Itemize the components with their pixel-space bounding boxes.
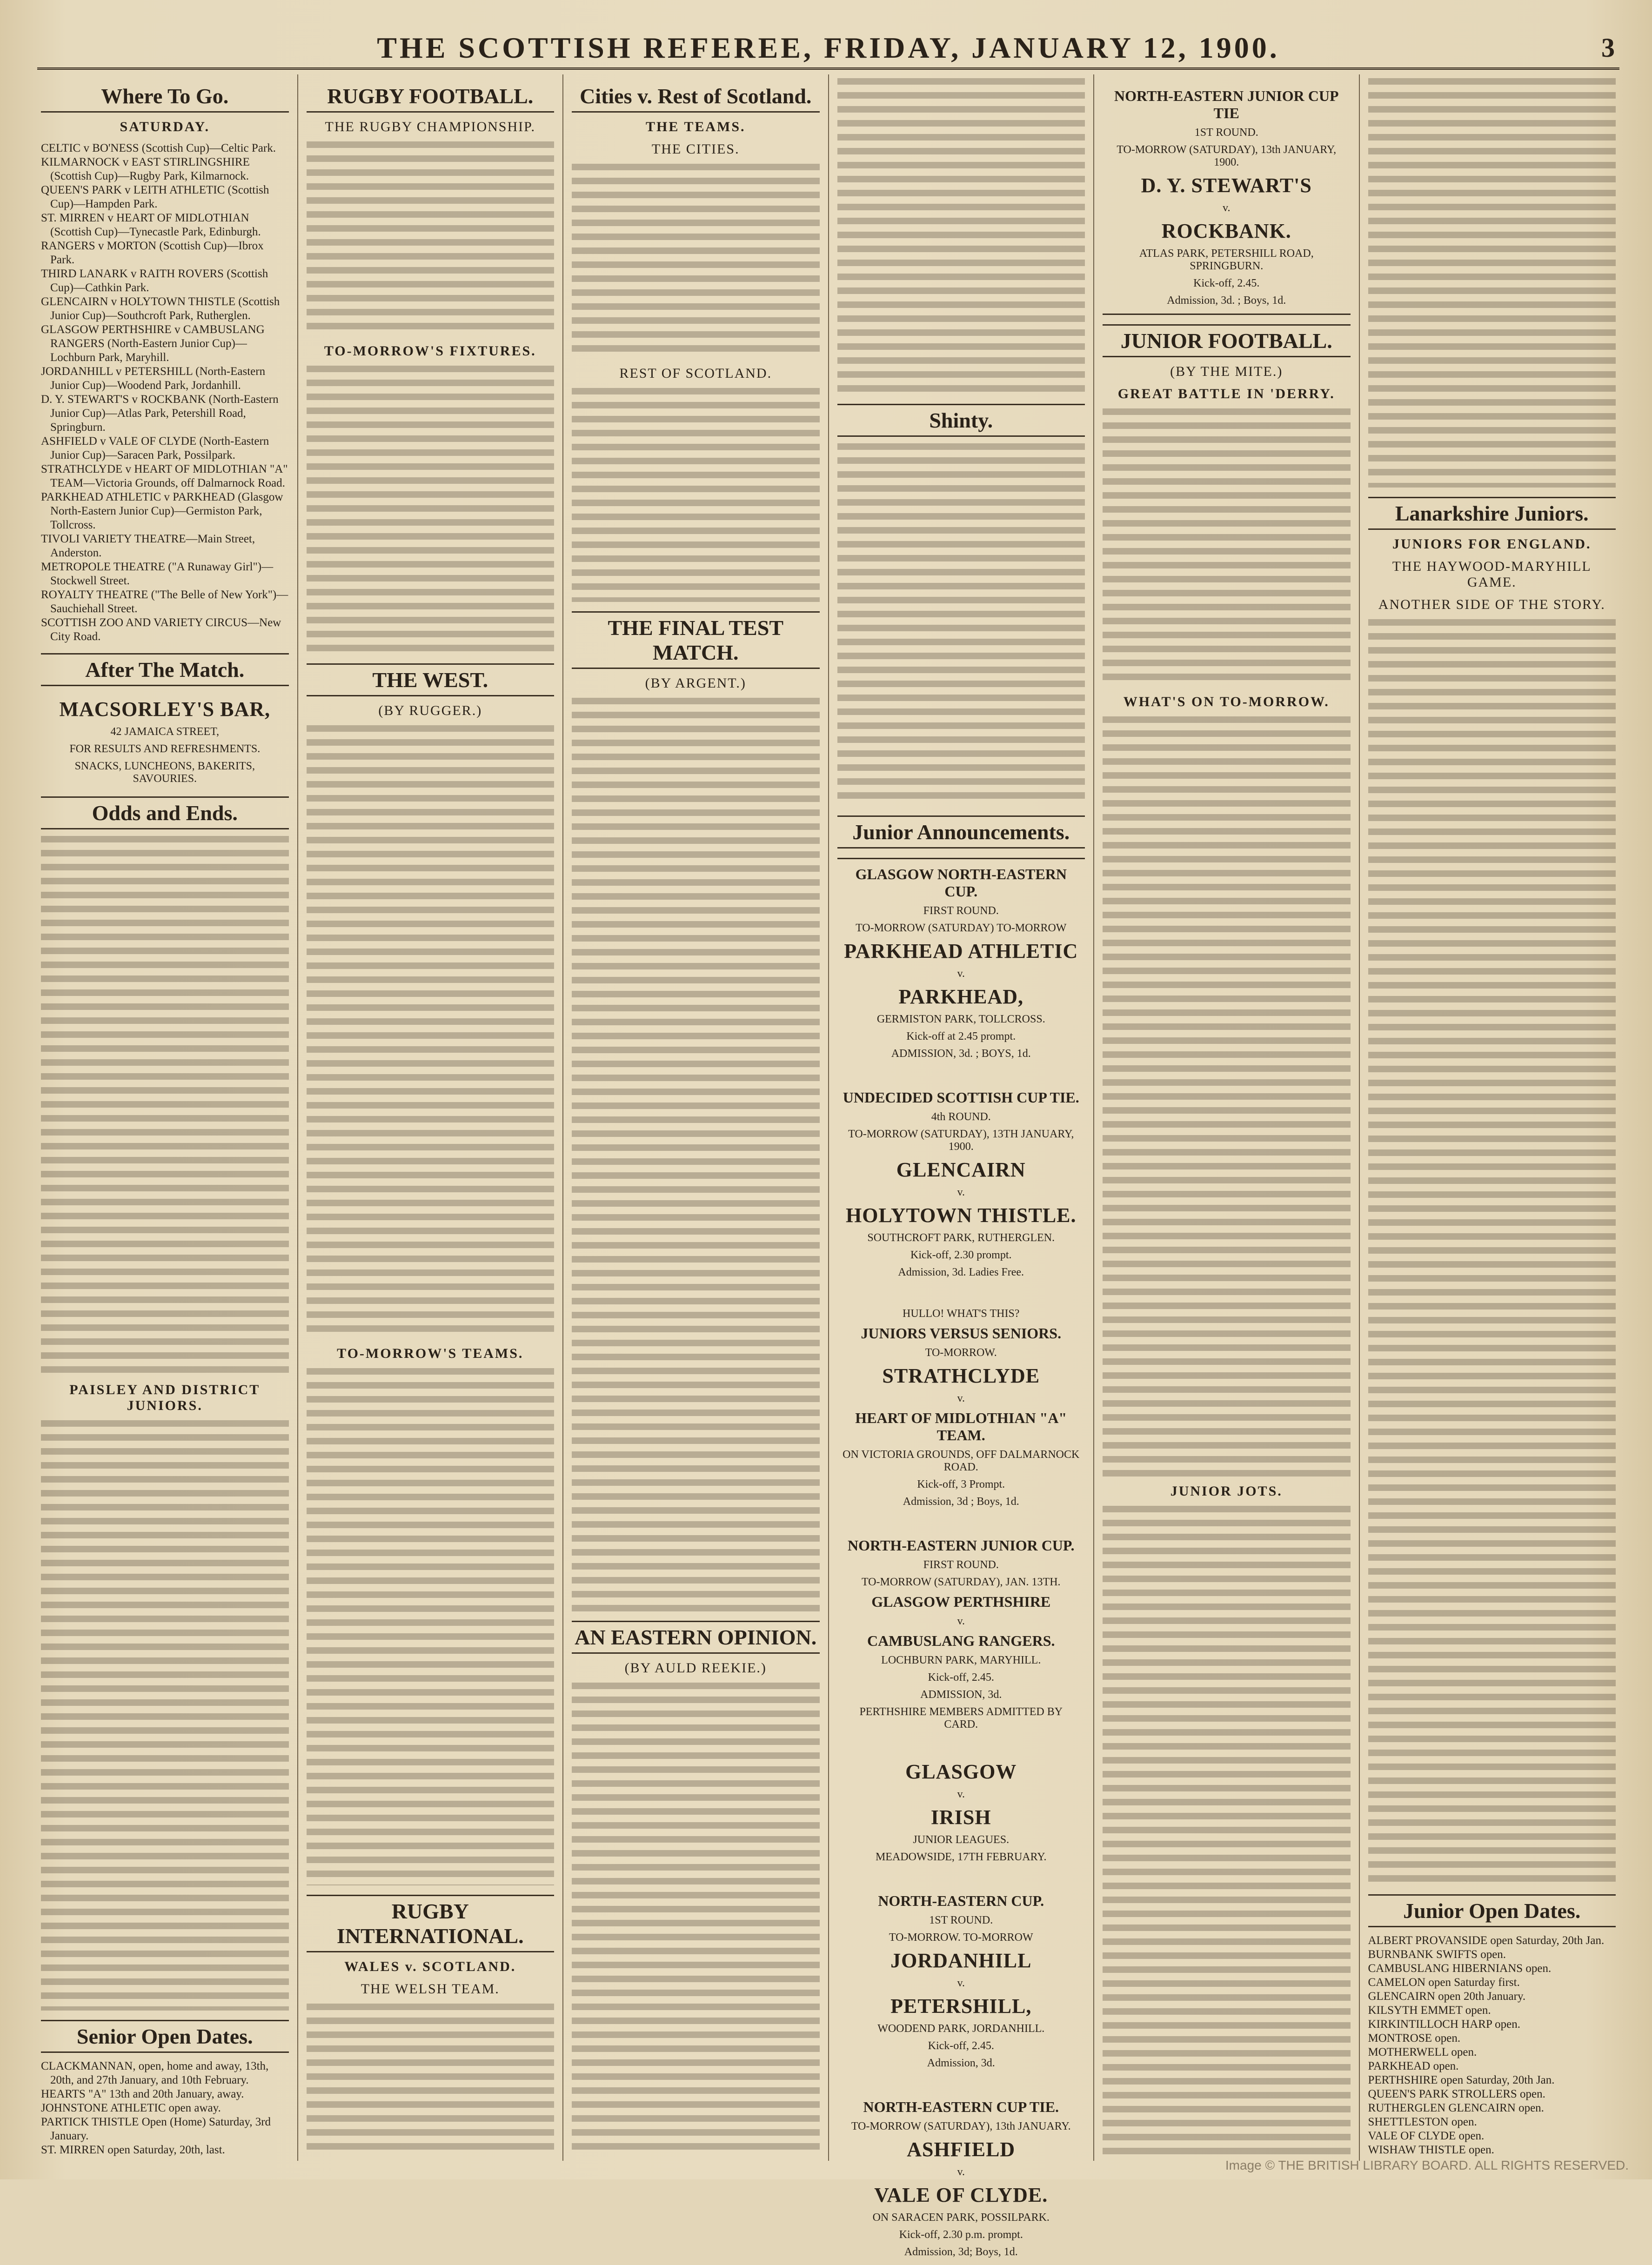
lanarkshire-juniors-heading: Lanarkshire Juniors. xyxy=(1368,497,1616,530)
advert-away-team: HOLYTOWN THISTLE. xyxy=(846,1204,1077,1227)
advert-home-team: ASHFIELD xyxy=(907,2138,1016,2161)
advert-away-team: VALE OF CLYDE. xyxy=(874,2184,1048,2206)
junior-announcements-heading: Junior Announcements. xyxy=(837,815,1085,849)
column-5 xyxy=(1094,74,1360,2161)
final-test-match-heading: THE FINAL TEST MATCH. xyxy=(572,611,820,669)
fixture-item: GLASGOW PERTHSHIRE v CAMBUSLANG RANGERS (North-Eastern Junior Cup)—Lochburn Park, Maryhill. xyxy=(41,323,265,364)
fixtures-subheading: TO-MORROW'S FIXTURES. xyxy=(324,343,536,359)
advert-home-team: GLASGOW PERTHSHIRE xyxy=(871,1593,1051,1610)
article-text xyxy=(307,1368,555,1885)
fixture-item: GLENCAIRN v HOLYTOWN THISTLE (Scottish Junior Cup)—Southcroft Park, Rutherglen. xyxy=(41,295,280,322)
advert-title: GLASGOW NORTH-EASTERN CUP. xyxy=(855,866,1067,900)
fixture-item: CELTIC v BO'NESS (Scottish Cup)—Celtic Park. xyxy=(41,142,276,154)
parkhead-advert xyxy=(837,858,1085,1067)
advert-address: 42 JAMAICA STREET, xyxy=(110,726,220,738)
advert-kickoff: Kick-off, 2.30 p.m. prompt. xyxy=(899,2229,1023,2241)
after-the-match-heading: After The Match. xyxy=(41,653,289,686)
article-text xyxy=(1368,78,1616,488)
advert-kickoff: Kick-off, 2.45. xyxy=(1193,277,1260,289)
advert-versus: v. xyxy=(957,1186,965,1198)
article-text xyxy=(1103,1506,1351,2157)
advert-date: TO-MORROW (SATURDAY), 13th JANUARY. xyxy=(851,2120,1071,2132)
advert-versus: v. xyxy=(957,968,965,980)
advert-versus: v. xyxy=(957,1977,965,1989)
open-dates-list xyxy=(41,2059,289,2157)
team-list xyxy=(572,388,820,602)
advert-line: FOR RESULTS AND REFRESHMENTS. xyxy=(69,743,261,755)
advert-ground: GERMISTON PARK, TOLLCROSS. xyxy=(876,1013,1045,1025)
fixture-item: ASHFIELD v VALE OF CLYDE (North-Eastern Junior Cup)—Saracen Park, Possilpark. xyxy=(41,435,269,461)
great-battle-subheading: GREAT BATTLE IN 'DERRY. xyxy=(1117,386,1335,401)
advert-away-team: PARKHEAD, xyxy=(898,985,1023,1008)
open-date-item: BURNBANK SWIFTS open. xyxy=(1368,1948,1506,1961)
fixture-item: JORDANHILL v PETERSHILL (North-Eastern Junior Cup)—Woodend Park, Jordanhill. xyxy=(41,365,266,392)
open-date-item: MONTROSE open. xyxy=(1368,2032,1461,2045)
glasgow-irish-advert xyxy=(837,1753,1085,1870)
advert-title: NORTH-EASTERN JUNIOR CUP TIE xyxy=(1114,87,1339,121)
advert-ground: SOUTHCROFT PARK, RUTHERGLEN. xyxy=(867,1232,1055,1244)
column-2 xyxy=(298,74,564,2161)
article-text xyxy=(41,836,289,1376)
advert-kickoff: Kick-off, 3 Prompt. xyxy=(917,1478,1005,1490)
open-date-item: CAMBUSLANG HIBERNIANS open. xyxy=(1368,1962,1552,1975)
rugby-championship-subheading: THE RUGBY CHAMPIONSHIP. xyxy=(325,119,535,134)
advert-date: TO-MORROW (SATURDAY), 13th JANUARY, 1900. xyxy=(1117,144,1337,168)
teams-subheading: THE TEAMS. xyxy=(646,119,746,134)
open-date-item: JOHNSTONE ATHLETIC open away. xyxy=(41,2102,221,2114)
advert-date: MEADOWSIDE, 17TH FEBRUARY. xyxy=(875,1851,1047,1863)
open-date-item: GLENCAIRN open 20th January. xyxy=(1368,1990,1526,2003)
fixture-item: METROPOLE THEATRE ("A Runaway Girl")—Stockwell Street. xyxy=(41,561,274,587)
cities-subheading: THE CITIES. xyxy=(651,141,740,157)
advert-home-team: GLASGOW xyxy=(905,1760,1017,1783)
advert-date: TO-MORROW (SATURDAY), 13TH JANUARY, 1900. xyxy=(848,1128,1074,1153)
advert-kickoff: Kick-off, 2.30 prompt. xyxy=(910,1249,1012,1261)
open-date-item: KIRKINTILLOCH HARP open. xyxy=(1368,2018,1521,2031)
final-test-byline: (BY ARGENT.) xyxy=(645,675,746,691)
advert-kickoff: Kick-off, 2.45. xyxy=(928,1671,994,1684)
article-text xyxy=(1368,619,1616,1885)
whats-on-subheading: WHAT'S ON TO-MORROW. xyxy=(1123,694,1330,709)
open-date-item: SHETTLESTON open. xyxy=(1368,2116,1477,2128)
advert-versus: v. xyxy=(1223,202,1231,214)
fixtures-list xyxy=(307,366,555,654)
advert-away-team: IRISH xyxy=(930,1806,991,1829)
rugby-international-heading: RUGBY INTERNATIONAL. xyxy=(307,1895,555,1952)
dy-stewarts-advert xyxy=(1103,81,1351,315)
jordanhill-advert xyxy=(837,1886,1085,2076)
advert-away-team: CAMBUSLANG RANGERS. xyxy=(867,1632,1055,1649)
copyright-notice: Image © THE BRITISH LIBRARY BOARD. ALL RIGHTS RESERVED. xyxy=(1225,2158,1629,2172)
open-date-item: KILSYTH EMMET open. xyxy=(1368,2004,1491,2017)
junior-open-dates-heading: Junior Open Dates. xyxy=(1368,1894,1616,1927)
rugby-football-heading: RUGBY FOOTBALL. xyxy=(307,81,555,113)
advert-round: FIRST ROUND. xyxy=(923,905,999,917)
advert-admission: Admission, 3d ; Boys, 1d. xyxy=(903,1496,1019,1508)
open-date-item: CAMELON open Saturday first. xyxy=(1368,1976,1520,1989)
advert-admission: ADMISSION, 3d. xyxy=(920,1689,1002,1701)
advert-home-team: D. Y. STEWART'S xyxy=(1141,174,1312,197)
open-date-item: PARKHEAD open. xyxy=(1368,2060,1459,2072)
advert-date: TO-MORROW (SATURDAY) TO-MORROW xyxy=(856,922,1067,934)
article-text xyxy=(837,78,1085,394)
fixture-list xyxy=(41,141,289,644)
welsh-team-subheading: THE WELSH TEAM. xyxy=(361,1981,500,1997)
senior-open-dates-heading: Senior Open Dates. xyxy=(41,2020,289,2053)
advert-line: SNACKS, LUNCHEONS, BAKERITS, SAVOURIES. xyxy=(74,760,255,785)
advert-home-team: PARKHEAD ATHLETIC xyxy=(844,940,1078,962)
junior-football-heading: JUNIOR FOOTBALL. xyxy=(1103,324,1351,357)
strathclyde-advert xyxy=(837,1301,1085,1515)
advert-admission: Admission, 3d; Boys, 1d. xyxy=(904,2246,1018,2258)
glencairn-advert xyxy=(837,1082,1085,1285)
article-text xyxy=(307,2004,555,2157)
column-1 xyxy=(33,74,298,2161)
open-date-item: MOTHERWELL open. xyxy=(1368,2046,1477,2058)
advert-ground: WOODEND PARK, JORDANHILL. xyxy=(877,2023,1045,2035)
junior-football-byline: (BY THE MITE.) xyxy=(1170,364,1283,379)
advert-subtitle: JUNIOR LEAGUES. xyxy=(913,1834,1010,1846)
fixture-item: STRATHCLYDE v HEART OF MIDLOTHIAN "A" TEAM—Victoria Grounds, off Dalmarnock Road. xyxy=(41,463,288,489)
open-date-item: CLACKMANNAN, open, home and away, 13th, 20th, and 27th January, and 10th February. xyxy=(41,2060,269,2086)
advert-admission: Admission, 3d. Ladies Free. xyxy=(898,1266,1024,1278)
eastern-opinion-heading: AN EASTERN OPINION. xyxy=(572,1621,820,1654)
fixture-item: SCOTTISH ZOO AND VARIETY CIRCUS—New City Road. xyxy=(41,616,281,643)
advert-home-team: STRATHCLYDE xyxy=(882,1364,1040,1387)
advert-round: 1ST ROUND. xyxy=(929,1914,993,1926)
cities-v-rest-heading: Cities v. Rest of Scotland. xyxy=(572,81,820,113)
odds-and-ends-heading: Odds and Ends. xyxy=(41,796,289,829)
advert-title: HULLO! WHAT'S THIS? xyxy=(903,1308,1020,1320)
advert-name: MACSORLEY'S BAR, xyxy=(59,698,271,721)
article-text xyxy=(307,725,555,1339)
advert-versus: v. xyxy=(957,1788,965,1800)
open-date-item: HEARTS "A" 13th and 20th January, away. xyxy=(41,2088,244,2100)
junior-jots-subheading: JUNIOR JOTS. xyxy=(1170,1483,1283,1499)
article-text xyxy=(1103,408,1351,688)
open-date-item: ST. MIRREN open Saturday, 20th, last. xyxy=(41,2144,225,2156)
fixture-item: ROYALTY THEATRE ("The Belle of New York")—Sauchiehall Street. xyxy=(41,588,288,615)
article-text xyxy=(837,443,1085,806)
advert-home-team: JORDANHILL xyxy=(890,1949,1032,1972)
advert-title: UNDECIDED SCOTTISH CUP TIE. xyxy=(843,1089,1079,1106)
advert-round: 1ST ROUND. xyxy=(1194,127,1258,139)
open-date-item: RUTHERGLEN GLENCAIRN open. xyxy=(1368,2102,1544,2114)
masthead-title: THE SCOTTISH REFEREE, FRIDAY, JANUARY 12, 1900. xyxy=(377,31,1280,64)
juniors-for-england-subheading: JUNIORS FOR ENGLAND. xyxy=(1392,536,1592,552)
advert-versus: v. xyxy=(957,1615,965,1627)
advert-title: NORTH-EASTERN CUP TIE. xyxy=(863,2098,1059,2115)
where-to-go-heading: Where To Go. xyxy=(41,81,289,113)
article-text xyxy=(572,698,820,1611)
fixture-listing xyxy=(1103,716,1351,1477)
where-to-go-day: SATURDAY. xyxy=(120,119,210,134)
advert-away-team: PETERSHILL, xyxy=(890,1995,1032,2018)
advert-kickoff: Kick-off at 2.45 prompt. xyxy=(906,1030,1016,1042)
advert-home-team: GLENCAIRN xyxy=(896,1158,1026,1181)
column-4 xyxy=(829,74,1095,2258)
advert-away-team: ROCKBANK. xyxy=(1161,220,1291,242)
advert-ground: ON SARACEN PARK, POSSILPARK. xyxy=(872,2212,1050,2224)
open-date-item: PARTICK THISTLE Open (Home) Saturday, 3rd January. xyxy=(41,2116,271,2142)
championship-table xyxy=(307,141,555,337)
page-number: 3 xyxy=(1601,33,1615,63)
fixture-item: THIRD LANARK v RAITH ROVERS (Scottish Cup)—Cathkin Park. xyxy=(41,267,268,294)
advert-versus: v. xyxy=(957,2166,965,2178)
advert-kickoff: Kick-off, 2.45. xyxy=(928,2040,994,2052)
another-side-subheading: ANOTHER SIDE OF THE STORY. xyxy=(1378,597,1605,612)
open-date-item: PERTHSHIRE open Saturday, 20th Jan. xyxy=(1368,2074,1555,2086)
masthead xyxy=(37,28,1619,70)
advert-ground: LOCHBURN PARK, MARYHILL. xyxy=(881,1654,1041,1666)
open-date-item: QUEEN'S PARK STROLLERS open. xyxy=(1368,2088,1545,2100)
advert-ground: ATLAS PARK, PETERSHILL ROAD, SPRINGBURN. xyxy=(1139,247,1314,272)
wales-scotland-subheading: WALES v. SCOTLAND. xyxy=(344,1959,516,1974)
advert-round: FIRST ROUND. xyxy=(923,1559,999,1571)
advert-admission: ADMISSION, 3d. ; BOYS, 1d. xyxy=(891,1048,1031,1060)
open-date-item: ALBERT PROVANSIDE open Saturday, 20th Jan. xyxy=(1368,1934,1605,1947)
paisley-juniors-heading: PAISLEY AND DISTRICT JUNIORS. xyxy=(69,1382,261,1413)
column-3 xyxy=(563,74,829,2161)
advert-away-team: HEART OF MIDLOTHIAN "A" TEAM. xyxy=(855,1410,1067,1443)
advert-round: 4th ROUND. xyxy=(931,1111,991,1123)
ashfield-advert xyxy=(837,2092,1085,2265)
advert-versus: v. xyxy=(957,1392,965,1404)
open-date-item: VALE OF CLYDE open. xyxy=(1368,2130,1485,2142)
advert-title: NORTH-EASTERN CUP. xyxy=(878,1892,1044,1909)
the-west-heading: THE WEST. xyxy=(307,663,555,696)
advert-admission: Admission, 3d. ; Boys, 1d. xyxy=(1167,294,1286,307)
haywood-maryhill-subheading: THE HAYWOOD-MARYHILL GAME. xyxy=(1392,559,1592,590)
junior-open-dates-list xyxy=(1368,1934,1616,2157)
fixture-item: PARKHEAD ATHLETIC v PARKHEAD (Glasgow North-Eastern Junior Cup)—Germiston Park, Tollcross. xyxy=(41,491,283,531)
advert-date: TO-MORROW. TO-MORROW xyxy=(889,1931,1033,1944)
advert-admission: Admission, 3d. xyxy=(927,2057,995,2069)
open-date-item: WISHAW THISTLE open. xyxy=(1368,2144,1494,2156)
fixture-item: RANGERS v MORTON (Scottish Cup)—Ibrox Park. xyxy=(41,240,264,266)
fixture-item: D. Y. STEWART'S v ROCKBANK (North-Eastern Junior Cup)—Atlas Park, Petershill Road, Springburn. xyxy=(41,393,279,434)
advert-headline: JUNIORS VERSUS SENIORS. xyxy=(861,1325,1062,1342)
fixture-item: QUEEN'S PARK v LEITH ATHLETIC (Scottish Cup)—Hampden Park. xyxy=(41,184,269,210)
article-text xyxy=(572,1683,820,2157)
column-6 xyxy=(1360,74,1625,2161)
shinty-heading: Shinty. xyxy=(837,404,1085,437)
fixture-item: KILMARNOCK v EAST STIRLINGSHIRE (Scottish Cup)—Rugby Park, Kilmarnock. xyxy=(41,156,250,182)
advert-ground: ON VICTORIA GROUNDS, OFF DALMARNOCK ROAD. xyxy=(843,1449,1080,1473)
teams-subheading: TO-MORROW'S TEAMS. xyxy=(337,1346,524,1361)
team-list xyxy=(572,164,820,359)
advert-date: TO-MORROW (SATURDAY), JAN. 13TH. xyxy=(861,1576,1061,1588)
advert-date: TO-MORROW. xyxy=(925,1347,997,1359)
eastern-opinion-byline: (BY AULD REEKIE.) xyxy=(624,1660,767,1676)
perthshire-advert xyxy=(837,1530,1085,1737)
the-west-byline: (BY RUGGER.) xyxy=(378,703,482,718)
fixture-item: TIVOLI VARIETY THEATRE—Main Street, Anderston. xyxy=(41,533,255,559)
rest-subheading: REST OF SCOTLAND. xyxy=(619,366,772,381)
fixture-item: ST. MIRREN v HEART OF MIDLOTHIAN (Scottish Cup)—Tynecastle Park, Edinburgh. xyxy=(41,212,261,238)
macsorley-advert xyxy=(41,695,289,787)
advert-title: NORTH-EASTERN JUNIOR CUP. xyxy=(847,1537,1075,1554)
advert-note: PERTHSHIRE MEMBERS ADMITTED BY CARD. xyxy=(859,1706,1063,1730)
article-text xyxy=(41,1420,289,2011)
